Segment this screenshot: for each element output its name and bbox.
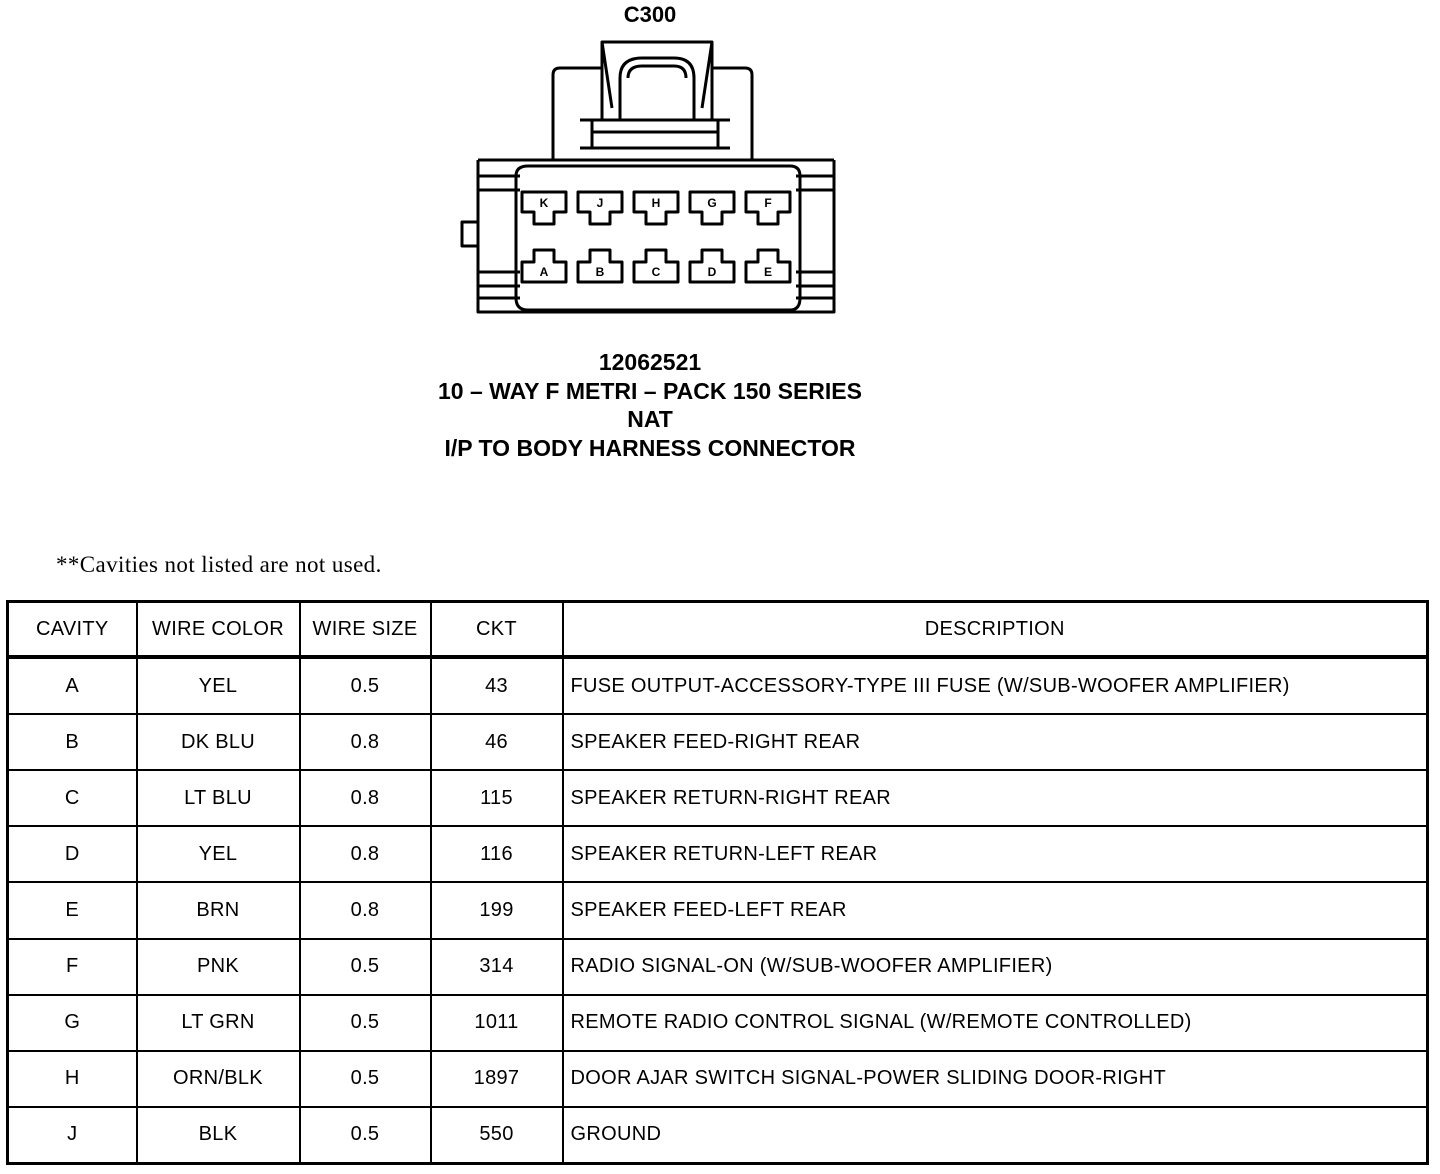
cell-wire-color: YEL bbox=[137, 657, 300, 714]
cell-description: DOOR AJAR SWITCH SIGNAL-POWER SLIDING DOOR-RIGHT bbox=[563, 1051, 1428, 1107]
cavity-label: A bbox=[539, 265, 549, 279]
cell-description: GROUND bbox=[563, 1107, 1428, 1164]
table-row bbox=[8, 826, 1428, 882]
table-row bbox=[8, 1107, 1428, 1164]
table-body bbox=[8, 657, 1428, 1164]
table-header-row bbox=[8, 602, 1428, 658]
cell-wire-size: 0.8 bbox=[300, 714, 431, 770]
cavity-c bbox=[634, 250, 678, 282]
cell-cavity: C bbox=[8, 770, 137, 826]
header-ckt: CKT bbox=[431, 602, 563, 658]
cell-description: SPEAKER RETURN-RIGHT REAR bbox=[563, 770, 1428, 826]
table-row bbox=[8, 882, 1428, 938]
cavity-label: J bbox=[596, 196, 604, 210]
cell-description: FUSE OUTPUT-ACCESSORY-TYPE III FUSE (W/SUB-WOOFER AMPLIFIER) bbox=[563, 657, 1428, 714]
cell-description: REMOTE RADIO CONTROL SIGNAL (W/REMOTE CONTROLLED) bbox=[563, 995, 1428, 1051]
cavity-label: G bbox=[707, 196, 717, 210]
cell-cavity: D bbox=[8, 826, 137, 882]
cell-wire-color: DK BLU bbox=[137, 714, 300, 770]
cavity-label: F bbox=[764, 196, 772, 210]
cell-cavity: G bbox=[8, 995, 137, 1051]
part-number: 12062521 bbox=[598, 349, 702, 375]
cell-cavity: J bbox=[8, 1107, 137, 1164]
cell-ckt: 46 bbox=[431, 714, 563, 770]
cell-description: SPEAKER FEED-RIGHT REAR bbox=[563, 714, 1428, 770]
cavity-f bbox=[746, 192, 790, 224]
cavity-row-bottom bbox=[522, 250, 790, 282]
cavity-row-top bbox=[522, 192, 790, 224]
cell-cavity: F bbox=[8, 939, 137, 995]
cell-ckt: 43 bbox=[431, 657, 563, 714]
table-row bbox=[8, 1051, 1428, 1107]
cavity-d bbox=[690, 250, 734, 282]
connector-id-label: C300 bbox=[623, 2, 677, 27]
connector-type: 10 – WAY F METRI – PACK 150 SERIES bbox=[438, 377, 862, 404]
connector-drawing bbox=[440, 30, 860, 330]
cell-wire-color: YEL bbox=[137, 826, 300, 882]
cavity-a bbox=[522, 250, 566, 282]
cell-wire-size: 0.5 bbox=[300, 1051, 431, 1107]
cell-wire-color: LT BLU bbox=[137, 770, 300, 826]
cell-ckt: 314 bbox=[431, 939, 563, 995]
table-row bbox=[8, 995, 1428, 1051]
cell-ckt: 1897 bbox=[431, 1051, 563, 1107]
header-description: DESCRIPTION bbox=[563, 602, 1428, 658]
table-row bbox=[8, 939, 1428, 995]
unused-cavities-note: **Cavities not listed are not used. bbox=[56, 552, 382, 577]
cell-cavity: B bbox=[8, 714, 137, 770]
cavity-label: K bbox=[539, 196, 549, 210]
connector-color: NAT bbox=[627, 406, 673, 432]
cell-wire-color: BLK bbox=[137, 1107, 300, 1164]
cavity-label: B bbox=[595, 265, 605, 279]
cell-ckt: 115 bbox=[431, 770, 563, 826]
cell-wire-color: BRN bbox=[137, 882, 300, 938]
connector-housing bbox=[462, 42, 834, 312]
connector-caption bbox=[330, 348, 970, 462]
cavity-e bbox=[746, 250, 790, 282]
header-wire-color: WIRE COLOR bbox=[137, 602, 300, 658]
cell-wire-size: 0.8 bbox=[300, 882, 431, 938]
cell-ckt: 116 bbox=[431, 826, 563, 882]
cell-description: SPEAKER FEED-LEFT REAR bbox=[563, 882, 1428, 938]
cell-wire-size: 0.8 bbox=[300, 770, 431, 826]
table-row bbox=[8, 657, 1428, 714]
cavity-g bbox=[690, 192, 734, 224]
cavity-j bbox=[578, 192, 622, 224]
table-row bbox=[8, 714, 1428, 770]
cell-wire-size: 0.8 bbox=[300, 826, 431, 882]
cell-ckt: 1011 bbox=[431, 995, 563, 1051]
cavity-b bbox=[578, 250, 622, 282]
cell-cavity: H bbox=[8, 1051, 137, 1107]
cell-wire-color: ORN/BLK bbox=[137, 1051, 300, 1107]
header-cavity: CAVITY bbox=[8, 602, 137, 658]
cell-wire-size: 0.5 bbox=[300, 657, 431, 714]
table-row bbox=[8, 770, 1428, 826]
cavity-label: D bbox=[707, 265, 717, 279]
cell-wire-color: LT GRN bbox=[137, 995, 300, 1051]
cavity-k bbox=[522, 192, 566, 224]
cavity-h bbox=[634, 192, 678, 224]
cell-cavity: A bbox=[8, 657, 137, 714]
cavity-label: C bbox=[651, 265, 661, 279]
cell-cavity: E bbox=[8, 882, 137, 938]
cell-description: SPEAKER RETURN-LEFT REAR bbox=[563, 826, 1428, 882]
header-wire-size: WIRE SIZE bbox=[300, 602, 431, 658]
cell-wire-size: 0.5 bbox=[300, 939, 431, 995]
pinout-table bbox=[6, 600, 1429, 1165]
cell-description: RADIO SIGNAL-ON (W/SUB-WOOFER AMPLIFIER) bbox=[563, 939, 1428, 995]
cell-ckt: 550 bbox=[431, 1107, 563, 1164]
connector-name: I/P TO BODY HARNESS CONNECTOR bbox=[444, 434, 856, 461]
cell-wire-color: PNK bbox=[137, 939, 300, 995]
cell-wire-size: 0.5 bbox=[300, 995, 431, 1051]
cavity-label: E bbox=[763, 265, 773, 279]
cell-ckt: 199 bbox=[431, 882, 563, 938]
cavity-label: H bbox=[651, 196, 661, 210]
cell-wire-size: 0.5 bbox=[300, 1107, 431, 1164]
